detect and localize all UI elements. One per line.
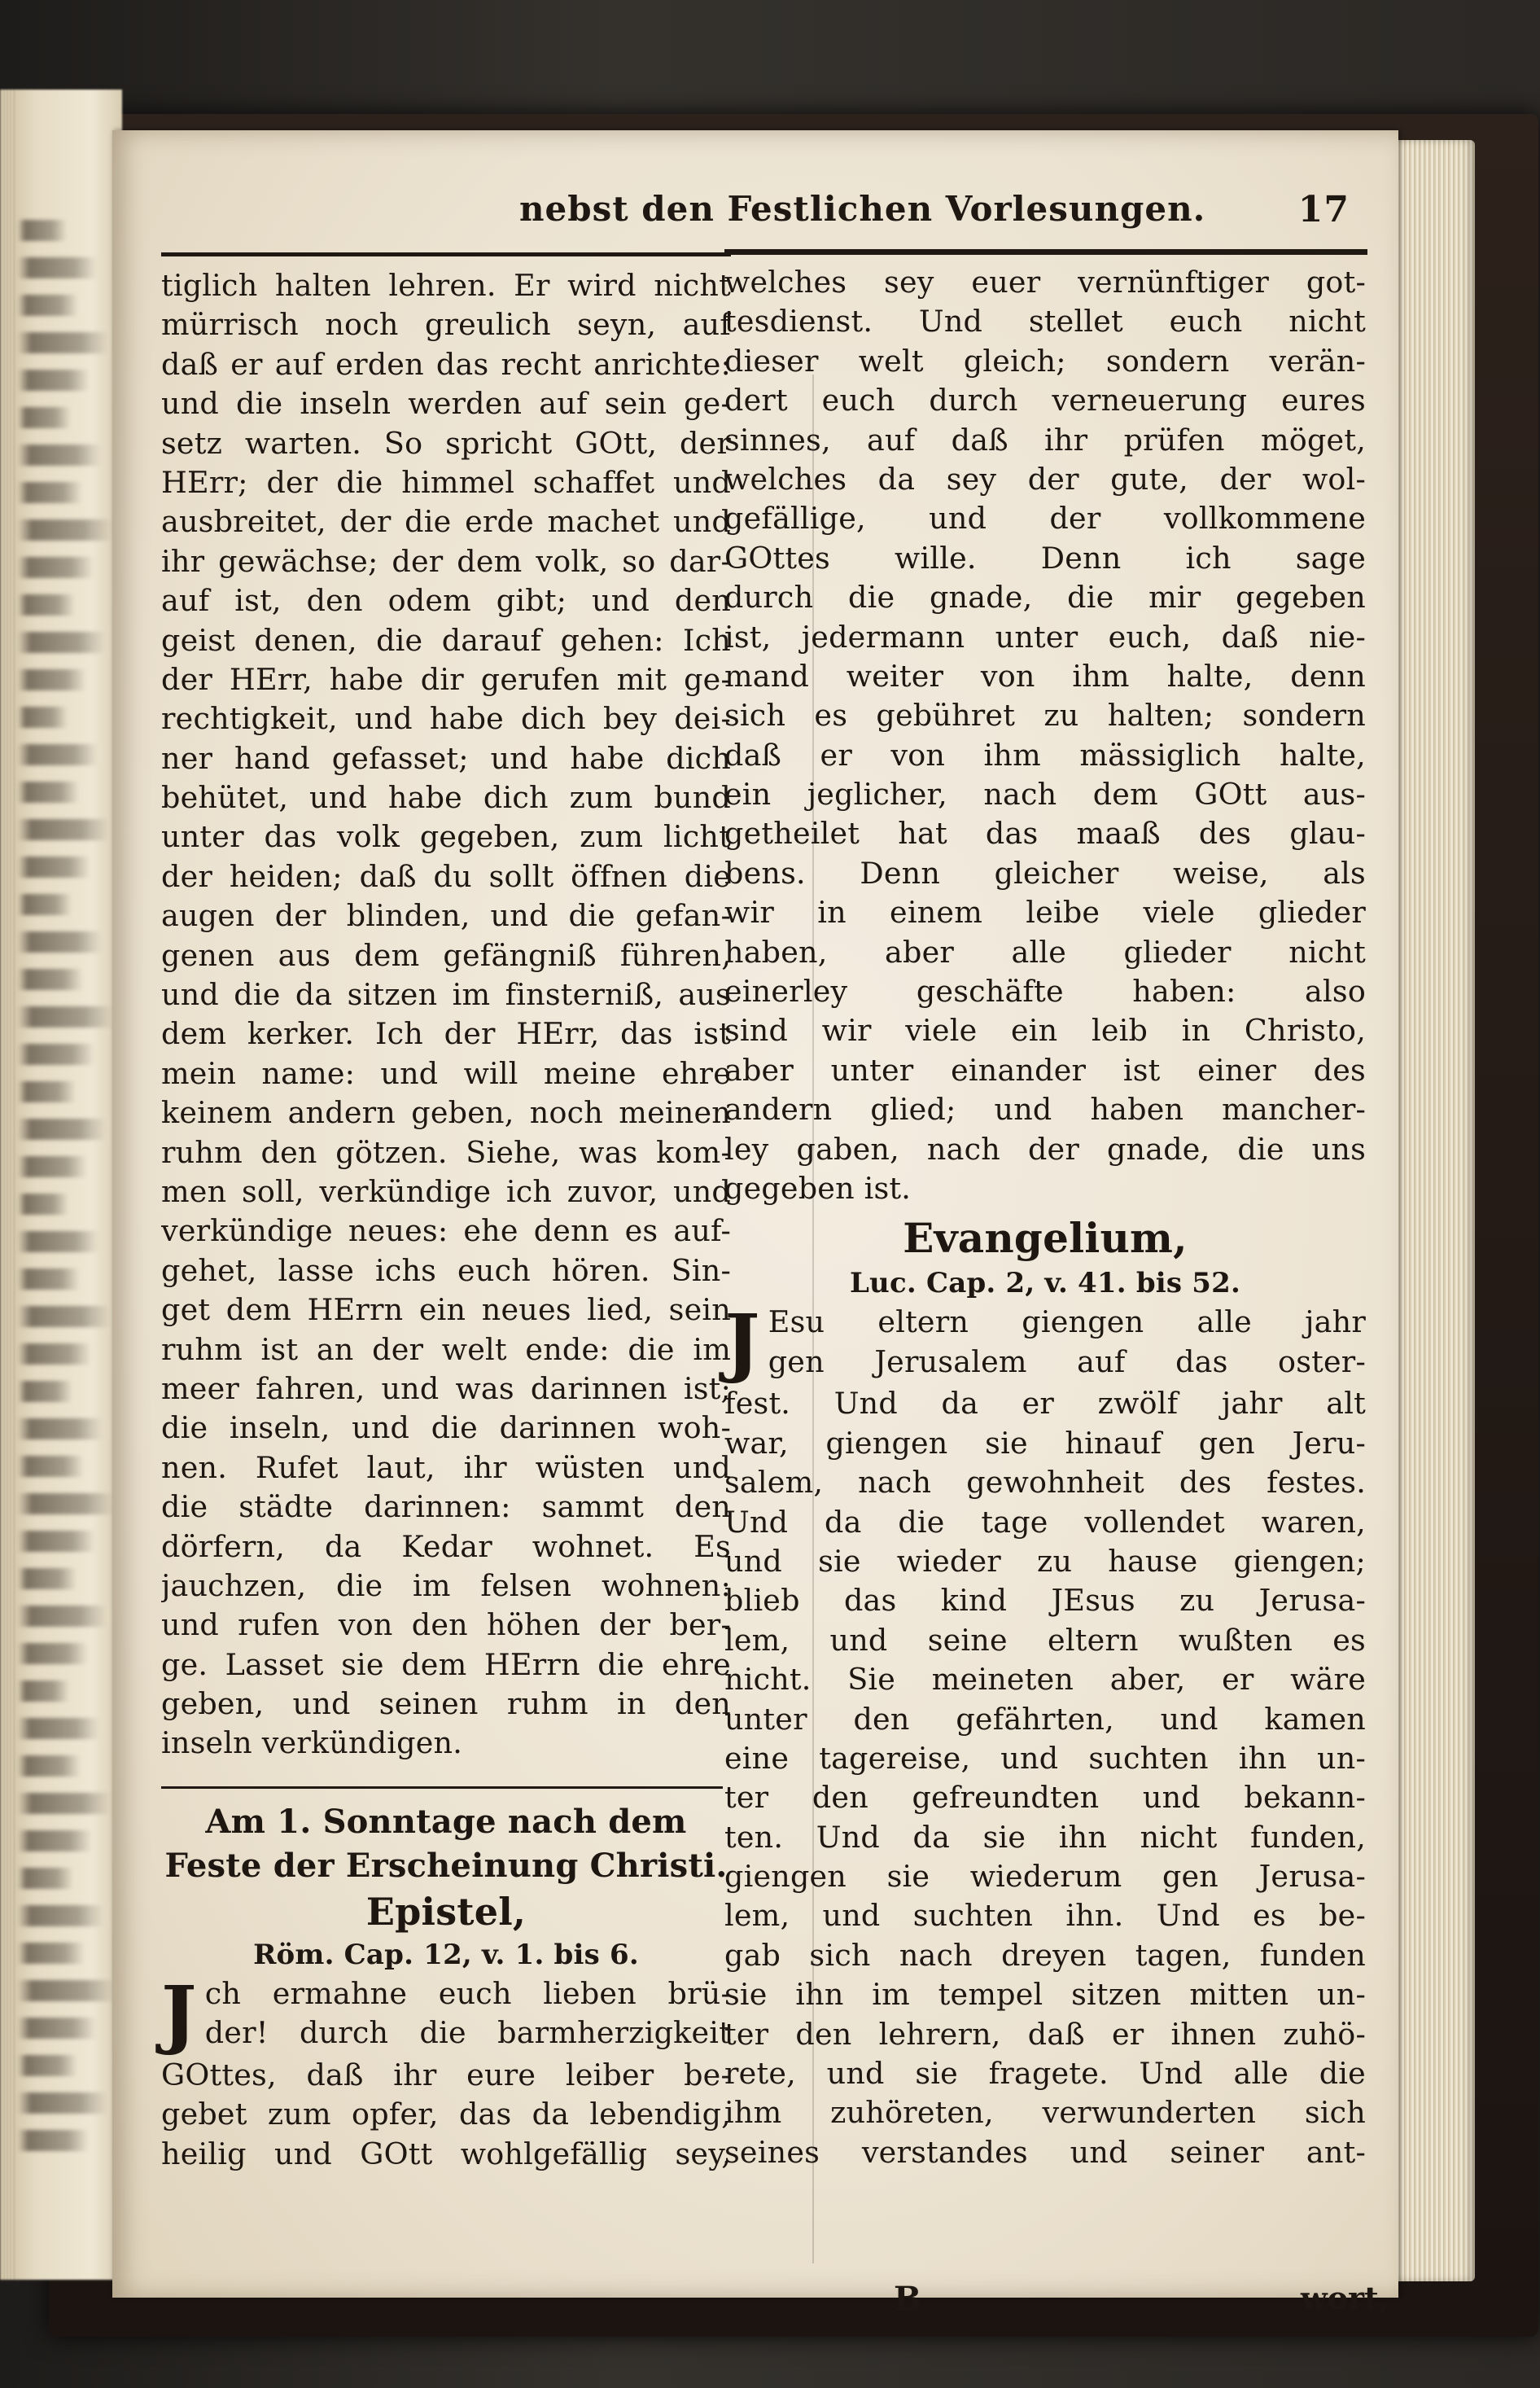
text-line: rechtigkeit, und habe dich bey dei-	[161, 701, 731, 737]
text-line: gehet, lasse ichs euch hören. Sin-	[161, 1252, 731, 1288]
text-line: andern glied; und haben mancher-	[724, 1092, 1366, 1128]
text-line: gegeben ist.	[724, 1170, 912, 1206]
blurred-text-line	[18, 1156, 87, 1177]
blurred-text-line	[18, 931, 102, 953]
blurred-text-line	[18, 1081, 76, 1102]
blurred-text-line	[18, 1531, 95, 1552]
previous-page-edge	[0, 90, 122, 2280]
blurred-text-line	[18, 332, 108, 353]
text-line: der! durch die barmherzigkeit	[204, 2015, 731, 2051]
text-line: mürrisch noch greulich seyn, auf	[161, 307, 731, 343]
text-line: der HErr, habe dir gerufen mit ge-	[161, 661, 731, 697]
blurred-text-line	[18, 2055, 77, 2076]
blurred-text-line	[18, 1980, 115, 2001]
blurred-text-line	[18, 819, 109, 840]
epistle-heading: Epistel,	[365, 1889, 527, 1934]
blurred-text-line	[18, 1718, 99, 1739]
text-line: fest. Und da er zwölf jahr alt	[724, 1386, 1366, 1422]
blurred-text-line	[18, 857, 90, 878]
text-line: welches sey euer vernünftiger got-	[724, 265, 1366, 300]
text-line: wir in einem leibe viele glieder	[724, 895, 1366, 931]
text-line: welches da sey der gute, der wol-	[724, 461, 1366, 497]
text-line: inseln verkündigen.	[161, 1725, 463, 1761]
gospel-reference: Luc. Cap. 2, v. 41. bis 52.	[849, 1267, 1241, 1300]
text-line: dem kerker. Ich der HErr, das ist	[161, 1016, 731, 1052]
text-line: verkündige neues: ehe denn es auf-	[161, 1213, 731, 1249]
text-line: ein jeglicher, nach dem GOtt aus-	[724, 777, 1366, 813]
text-line: seines verstandes und seiner ant-	[724, 2134, 1366, 2170]
text-line: genen aus dem gefängniß führen,	[161, 937, 731, 973]
text-line: ist, jedermann unter euch, daß nie-	[724, 619, 1366, 655]
text-line: bens. Denn gleicher weise, als	[724, 855, 1366, 891]
blurred-text-line	[18, 707, 68, 728]
text-line: nicht. Sie meineten aber, er wäre	[724, 1662, 1366, 1698]
text-line: meer fahren, und was darinnen ist;	[161, 1370, 731, 1406]
blurred-text-line	[18, 1680, 69, 1702]
head-rule-right	[724, 249, 1367, 255]
blurred-text-line	[18, 744, 98, 765]
text-line: dörfern, da Kedar wohnet. Es	[161, 1528, 731, 1564]
blurred-text-line	[18, 1456, 84, 1477]
gospel-remaining-lines	[724, 1384, 1366, 2172]
text-line: nen. Rufet laut, ihr wüsten und	[161, 1449, 731, 1485]
text-line: lem, und seine eltern wußten es	[724, 1622, 1366, 1658]
text-line: GOttes wille. Denn ich sage	[724, 540, 1366, 576]
epistle-reference: Röm. Cap. 12, v. 1. bis 6.	[253, 1938, 639, 1971]
epistle-dropcap: J	[161, 1969, 197, 2057]
text-line: salem, nach gewohnheit des festes.	[724, 1465, 1366, 1501]
text-line: mand weiter von ihm halte, denn	[724, 658, 1366, 694]
blurred-text-line	[18, 220, 67, 241]
blurred-text-line	[18, 969, 83, 990]
text-line: gen Jerusalem auf das oster-	[768, 1343, 1366, 1379]
text-line: heilig und GOtt wohlgefällig sey,	[161, 2136, 731, 2171]
right-body-text	[724, 263, 1366, 1208]
text-line: men soll, verkündige ich zuvor, und	[161, 1173, 731, 1209]
text-line: ten. Und da sie ihn nicht funden,	[724, 1819, 1366, 1855]
blurred-text-line	[18, 2092, 107, 2114]
blurred-text-line	[18, 1194, 68, 1215]
text-line: get dem HErrn ein neues lied, sein	[161, 1292, 731, 1328]
text-line: die städte darinnen: sammt den	[161, 1489, 731, 1525]
text-line: unter den gefährten, und kamen	[724, 1701, 1366, 1737]
text-line: gefällige, und der vollkommene	[724, 501, 1366, 537]
text-line: ruhm den götzen. Siehe, was kom-	[161, 1134, 731, 1170]
text-line: einerley geschäfte haben: also	[724, 974, 1366, 1010]
text-line: augen der blinden, und die gefan-	[161, 898, 731, 934]
blurred-text-line	[18, 1006, 113, 1027]
gospel-first-lines	[724, 1298, 1366, 1387]
gospel-dropcap: J	[724, 1298, 760, 1387]
blurred-text-line	[18, 407, 71, 428]
text-line: und rufen von den höhen der ber-	[161, 1607, 731, 1643]
blurred-text-line	[18, 2130, 89, 2151]
left-column	[161, 266, 731, 2174]
blurred-text-line	[18, 557, 94, 578]
right-column	[724, 263, 1366, 2172]
blurred-text-line	[18, 482, 82, 503]
blurred-text-line	[18, 1268, 80, 1290]
text-line: und sie wieder zu hause giengen;	[724, 1543, 1366, 1579]
blurred-text-line	[18, 669, 86, 690]
text-line: tesdienst. Und stellet euch nicht	[724, 304, 1366, 340]
page-number: 17	[1297, 189, 1350, 230]
text-line: lem, und suchten ihn. Und es be-	[724, 1898, 1366, 1934]
blurred-text-line	[18, 1306, 110, 1327]
text-line: eine tagereise, und suchten ihn un-	[724, 1740, 1366, 1776]
blurred-text-line	[18, 295, 78, 316]
blurred-text-line	[18, 370, 90, 391]
running-head	[251, 189, 1374, 246]
blurred-text-line	[18, 1830, 92, 1851]
text-line: ihr gewächse; der dem volk, so dar-	[161, 543, 731, 579]
text-line: ter den lehrern, daß er ihnen zuhö-	[724, 2016, 1366, 2052]
blurred-text-line	[18, 1119, 106, 1140]
epistle-remaining-lines	[161, 2056, 731, 2174]
text-line: auf ist, den odem gibt; und den	[161, 583, 731, 619]
catchword: wort,	[1301, 2280, 1389, 2316]
text-line: ch ermahne euch lieben brü-	[204, 1975, 731, 2011]
blurred-text-line	[18, 445, 101, 466]
text-line: ausbreitet, der die erde machet und	[161, 504, 731, 540]
text-line: blieb das kind JEsus zu Jerusa-	[724, 1583, 1366, 1619]
blurred-text-line	[18, 1643, 88, 1664]
text-line: der heiden; daß du sollt öffnen die	[161, 858, 731, 894]
text-line: ruhm ist an der welt ende: die im	[161, 1331, 731, 1367]
blurred-text-line	[18, 1343, 91, 1365]
text-line: Esu eltern giengen alle jahr	[768, 1304, 1366, 1340]
text-line: ihm zuhöreten, verwunderten sich	[724, 2095, 1366, 2131]
gospel-paragraph	[724, 1298, 1366, 2172]
text-line: ley gaben, nach der gnade, die uns	[724, 1131, 1366, 1167]
sunday-heading-line-1: Am 1. Sonntage nach dem	[205, 1802, 687, 1841]
blurred-text-line	[18, 1943, 85, 1964]
blurred-text-line	[18, 594, 75, 616]
text-line: behütet, und habe dich zum bund	[161, 780, 731, 816]
text-line: sie ihn im tempel sitzen mitten un-	[724, 1977, 1366, 2013]
text-line: jauchzen, die im felsen wohnen:	[161, 1567, 731, 1603]
blurred-text-line	[18, 632, 105, 653]
text-line: GOttes, daß ihr eure leiber be-	[161, 2057, 731, 2092]
blurred-text-line	[18, 1755, 81, 1777]
text-line: dieser welt gleich; sondern verän-	[724, 343, 1366, 379]
text-line: HErr; der die himmel schaffet und	[161, 464, 731, 500]
blurred-text-line	[18, 782, 79, 803]
text-line: sich es gebühret zu halten; sondern	[724, 698, 1366, 734]
blurred-text-line	[18, 2018, 96, 2039]
epistle-first-lines	[161, 1974, 731, 2053]
text-line: tiglich halten lehren. Er wird nicht	[161, 268, 731, 303]
text-line: und die da sitzen im finsterniß, aus	[161, 977, 731, 1013]
text-line: sinnes, auf daß ihr prüfen möget,	[724, 422, 1366, 458]
left-body-text	[161, 266, 731, 1764]
blurred-text-line	[18, 1606, 107, 1627]
blurred-text-line	[18, 1381, 72, 1402]
text-line: unter das volk gegeben, zum licht	[161, 819, 731, 855]
previous-page-text-blur	[18, 220, 116, 2167]
text-line: gab sich nach dreyen tagen, funden	[724, 1937, 1366, 1973]
text-line: getheilet hat das maaß des glau-	[724, 816, 1366, 852]
signature-mark: B	[894, 2280, 921, 2318]
section-divider	[161, 1786, 723, 1789]
text-line: Und da die tage vollendet waren,	[724, 1504, 1366, 1540]
text-line: gebet zum opfer, das da lebendig,	[161, 2097, 731, 2132]
running-head-title: nebst den Festlichen Vorlesungen.	[519, 189, 1206, 229]
text-line: sind wir viele ein leib in Christo,	[724, 1013, 1366, 1049]
page-fore-edge	[1385, 140, 1475, 2281]
book-page	[112, 130, 1398, 2318]
text-line: und die inseln werden auf sein ge-	[161, 386, 731, 422]
text-line: war, giengen sie hinauf gen Jeru-	[724, 1425, 1366, 1461]
text-line: geben, und seinen ruhm in den	[161, 1686, 731, 1722]
blurred-text-line	[18, 1493, 114, 1514]
head-rule-left	[161, 252, 731, 256]
text-line: setz warten. So spricht GOtt, der	[161, 425, 731, 461]
text-line: haben, aber alle glieder nicht	[724, 934, 1366, 970]
blurred-text-line	[18, 1231, 98, 1252]
blurred-text-line	[18, 1568, 77, 1589]
text-line: ter den gefreundten und bekann-	[724, 1780, 1366, 1816]
text-line: rete, und sie fragete. Und alle die	[724, 2056, 1366, 2092]
text-line: aber unter einander ist einer des	[724, 1052, 1366, 1088]
blurred-text-line	[18, 1418, 103, 1439]
text-line: dert euch durch verneuerung eures	[724, 383, 1366, 418]
blurred-text-line	[18, 1793, 111, 1814]
blurred-text-line	[18, 1905, 103, 1926]
text-line: keinem andern geben, noch meinen	[161, 1095, 731, 1131]
gospel-heading: Evangelium,	[903, 1214, 1188, 1263]
blurred-text-line	[18, 257, 97, 278]
blurred-text-line	[18, 1868, 73, 1889]
epistle-paragraph	[161, 1969, 731, 2174]
blurred-text-line	[18, 1044, 94, 1065]
text-line: daß er auf erden das recht anrichte:	[161, 346, 731, 382]
text-line: ner hand gefasset; und habe dich	[161, 740, 731, 776]
blurred-text-line	[18, 519, 112, 541]
text-line: mein name: und will meine ehre	[161, 1055, 731, 1091]
sunday-heading-line-2: Feste der Erscheinung Christi.	[164, 1846, 728, 1885]
text-line: durch die gnade, die mir gegeben	[724, 580, 1366, 616]
text-line: giengen sie wiederum gen Jerusa-	[724, 1859, 1366, 1895]
text-line: die inseln, und die darinnen woh-	[161, 1410, 731, 1446]
text-line: ge. Lasset sie dem HErrn die ehre	[161, 1646, 731, 1682]
page-stack	[0, 90, 15, 2280]
blurred-text-line	[18, 894, 72, 915]
text-line: geist denen, die darauf gehen: Ich	[161, 622, 731, 658]
text-line: daß er von ihm mässiglich halte,	[724, 737, 1366, 773]
